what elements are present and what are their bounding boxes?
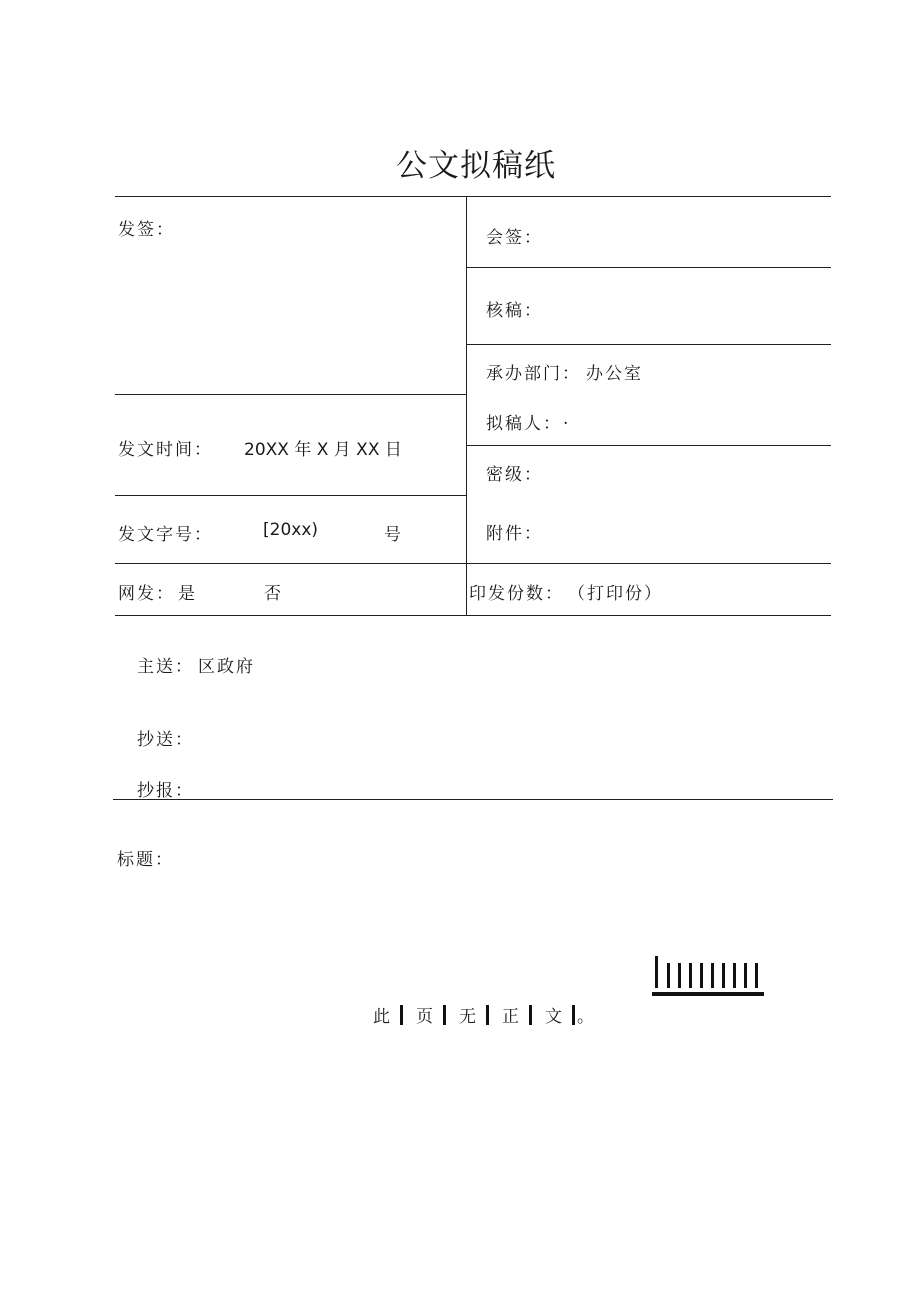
- issue-date-value[interactable]: 20XX 年 X 月 XX 日: [244, 440, 402, 460]
- note-char: 正: [502, 1007, 519, 1027]
- stamp-bar: [689, 963, 692, 988]
- barcode-stamp-icon: [652, 956, 764, 996]
- stamp-bar: [744, 963, 747, 988]
- web-publish-label: 网发：: [118, 584, 175, 604]
- attachment-label: 附件：: [486, 524, 543, 544]
- note-tick: [529, 1005, 532, 1025]
- stamp-bar: [755, 963, 758, 988]
- stamp-bar: [667, 963, 670, 988]
- distribution-bottom-border: [113, 799, 833, 800]
- doc-no-suffix: 号: [384, 525, 403, 545]
- note-char: 此: [373, 1007, 390, 1027]
- secret-level-label: 密级：: [486, 465, 543, 485]
- main-send-value[interactable]: 区政府: [198, 657, 255, 677]
- copies-label: 印发份数：: [469, 584, 564, 604]
- no-text-note: [373, 1002, 594, 1027]
- review-label: 核稿：: [486, 301, 543, 321]
- note-tick: [572, 1005, 575, 1025]
- row-divider-date: [115, 495, 466, 496]
- stamp-base: [652, 992, 764, 996]
- drafter-value[interactable]: .: [563, 409, 571, 429]
- table-top-border: [115, 196, 831, 197]
- table-bottom-border: [115, 615, 831, 616]
- web-publish-no[interactable]: 否: [264, 584, 283, 604]
- issue-date-label: 发文时间：: [118, 440, 213, 460]
- doc-no-label: 发文字号：: [118, 525, 213, 545]
- note-char: 页: [416, 1007, 433, 1027]
- note-tick: [400, 1005, 403, 1025]
- stamp-bar: [678, 963, 681, 988]
- stamp-bar: [722, 963, 725, 988]
- cc-label: 抄送：: [137, 730, 194, 750]
- note-char: 无: [459, 1007, 476, 1027]
- stamp-bar: [711, 963, 714, 988]
- row-divider-docno: [115, 563, 831, 564]
- row-divider-cosign: [467, 267, 831, 268]
- stamp-bar: [700, 963, 703, 988]
- doc-no-value[interactable]: [20xx): [263, 520, 319, 540]
- row-divider-sign: [115, 394, 466, 395]
- stamp-bar: [733, 963, 736, 988]
- note-end-mark: 。: [577, 1007, 594, 1027]
- note-char: 文: [545, 1007, 562, 1027]
- stamp-bar: [655, 956, 658, 988]
- report-label: 抄报：: [137, 781, 194, 801]
- subject-label: 标题：: [117, 850, 174, 870]
- note-tick: [443, 1005, 446, 1025]
- row-divider-review: [467, 344, 831, 345]
- note-tick: [486, 1005, 489, 1025]
- co-sign-label: 会签：: [486, 228, 543, 248]
- copies-value[interactable]: （打印份）: [568, 584, 663, 604]
- web-publish-yes[interactable]: 是: [178, 584, 197, 604]
- page-title: 公文拟稿纸: [396, 148, 556, 184]
- main-send-label: 主送：: [137, 657, 194, 677]
- table-center-divider: [466, 196, 467, 615]
- row-divider-drafter: [467, 445, 831, 446]
- issue-sign-label: 发签：: [118, 220, 175, 240]
- dept-value[interactable]: 办公室: [586, 364, 643, 384]
- drafter-label: 拟稿人：: [486, 414, 562, 434]
- dept-label: 承办部门：: [486, 364, 581, 384]
